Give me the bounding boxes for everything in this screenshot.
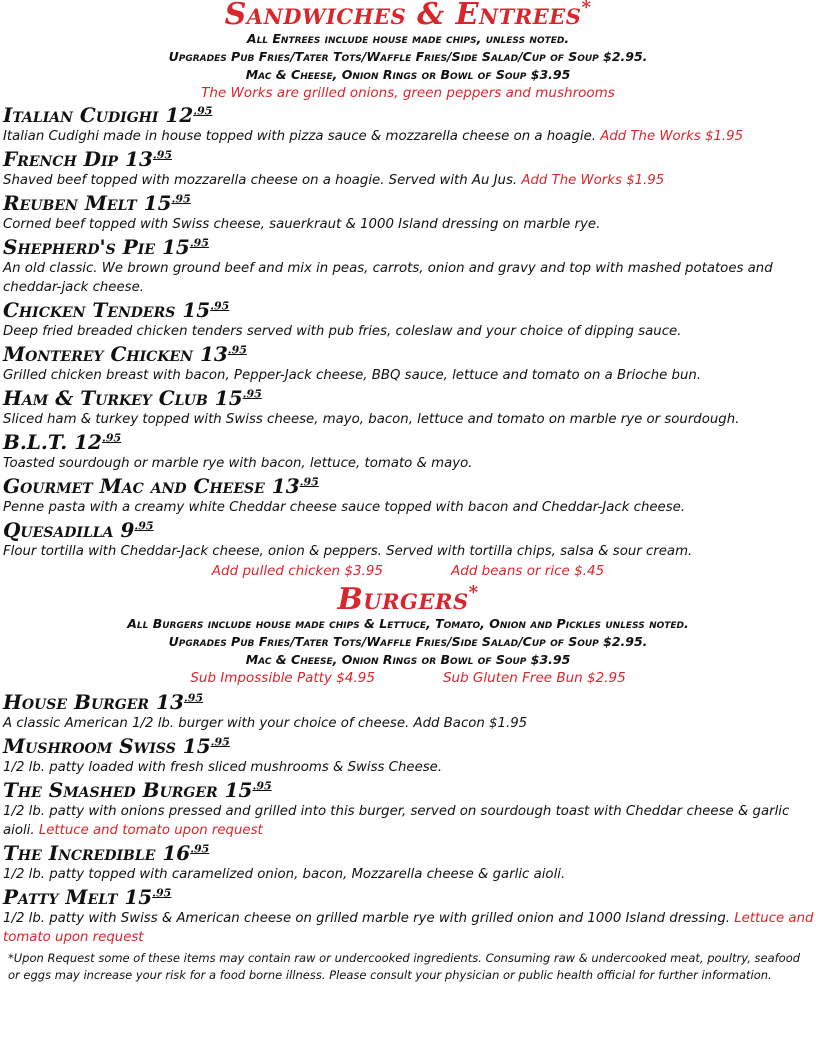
menu-item <box>0 298 816 341</box>
sub-impossible-patty: Sub Impossible Patty $4.95 <box>190 670 375 686</box>
item-name: Shepherd's Pie <box>3 235 155 259</box>
item-title <box>3 885 816 909</box>
item-title <box>3 103 816 127</box>
sandwiches-note-chips: All Entrees include house made chips, unless noted. <box>246 31 570 46</box>
item-name: Patty Melt <box>3 885 118 909</box>
sandwiches-title-text: Sandwiches & Entrees <box>224 0 582 32</box>
sandwiches-note-upgrades: Upgrades Pub Fries/Tater Tots/Waffle Fries/Side Salad/Cup of Soup $2.95. <box>168 49 648 64</box>
item-name: Mushroom Swiss <box>3 734 176 758</box>
item-description <box>3 259 816 297</box>
item-desc-text: Corned beef topped with Swiss cheese, sauerkraut & 1000 Island dressing on marble rye. <box>3 217 601 232</box>
item-name: Monterey Chicken <box>3 342 193 366</box>
item-price: 16 <box>162 841 191 865</box>
works-note: The Works are grilled onions, green peppers and mushrooms <box>201 85 615 101</box>
burgers-note-mac: Mac & Cheese, Onion Rings or Bowl of Soup $3.95 <box>245 652 571 667</box>
item-description <box>3 127 816 146</box>
item-title <box>3 734 816 758</box>
menu-item <box>0 342 816 385</box>
item-price: 15 <box>214 386 243 410</box>
sandwiches-note-mac: Mac & Cheese, Onion Rings or Bowl of Soup $3.95 <box>245 67 571 82</box>
item-description <box>3 366 816 385</box>
item-price: 15 <box>161 235 190 259</box>
item-price: 13 <box>156 690 184 714</box>
item-description <box>3 865 816 884</box>
menu-item <box>0 734 816 777</box>
sub-gluten-free-bun: Sub Gluten Free Bun $2.95 <box>442 670 626 686</box>
item-title <box>3 191 816 215</box>
item-desc-text: Flour tortilla with Cheddar-Jack cheese, onion & peppers. Served with tortilla chips, salsa & sour cream. <box>3 544 693 559</box>
item-price-cents: .95 <box>210 299 230 313</box>
burger-subs <box>0 669 816 688</box>
item-desc-text: 1/2 lb. patty loaded with fresh sliced mushrooms & Swiss Cheese. <box>3 760 443 775</box>
quesadilla-addons <box>0 562 816 581</box>
item-name: Quesadilla <box>3 518 114 542</box>
item-price: 13 <box>271 474 300 498</box>
addon-pulled-chicken: Add pulled chicken $3.95 <box>211 563 384 579</box>
item-price-cents: .95 <box>252 779 272 793</box>
menu-item <box>0 474 816 517</box>
item-price-cents: .95 <box>210 735 230 749</box>
item-description <box>3 802 816 840</box>
item-desc-text: Penne pasta with a creamy white Cheddar cheese sauce topped with bacon and Cheddar-Jack cheese. <box>3 500 686 515</box>
item-desc-text: Grilled chicken breast with bacon, Pepper-Jack cheese, BBQ sauce, lettuce and tomato on a Brioche bun. <box>3 368 702 383</box>
item-name: Gourmet Mac and Cheese <box>3 474 265 498</box>
burgers-title <box>0 582 816 617</box>
item-price-cents: .95 <box>227 343 247 357</box>
item-title <box>3 342 816 366</box>
burgers-note-upgrades: Upgrades Pub Fries/Tater Tots/Waffle Fries/Side Salad/Cup of Soup $2.95. <box>168 634 648 649</box>
item-price: 13 <box>125 147 153 171</box>
item-desc-text: An old classic. We brown ground beef and mix in peas, carrots, onion and gravy and top with mashed potatoes and cheddar-jack cheese. <box>3 261 773 295</box>
item-price: 12 <box>165 103 194 127</box>
burgers-title-text: Burgers <box>337 582 469 617</box>
item-price-cents: .95 <box>134 519 154 533</box>
menu-item <box>0 191 816 234</box>
item-price: 15 <box>143 191 172 215</box>
item-description <box>3 171 816 190</box>
item-price: 15 <box>182 734 211 758</box>
item-description <box>3 498 816 517</box>
item-title <box>3 474 816 498</box>
sandwich-list <box>0 103 816 561</box>
item-title <box>3 778 816 802</box>
item-price-cents: .95 <box>189 236 209 250</box>
item-extra: Add The Works $1.95 <box>596 129 744 144</box>
item-price-cents: .95 <box>152 886 172 900</box>
menu-item <box>0 778 816 840</box>
item-desc-text: Italian Cudighi made in house topped with pizza sauce & mozzarella cheese on a hoagie. <box>3 129 596 144</box>
burgers-note-chips: All Burgers include house made chips & Lettuce, Tomato, Onion and Pickles unless noted. <box>127 616 689 631</box>
item-price-cents: .95 <box>171 192 191 206</box>
item-desc-text: 1/2 lb. patty with onions pressed and grilled into this burger, served on sourdough toast with Cheddar cheese & garlic aioli. <box>3 804 790 838</box>
item-desc-text: Toasted sourdough or marble rye with bacon, lettuce, tomato & mayo. <box>3 456 473 471</box>
item-price: 13 <box>199 342 228 366</box>
item-name: Italian Cudighi <box>3 103 159 127</box>
item-price: 12 <box>74 430 102 454</box>
menu-item <box>0 430 816 473</box>
item-description <box>3 714 816 733</box>
burgers-title-star: * <box>468 582 479 603</box>
menu-item <box>0 885 816 947</box>
item-description <box>3 454 816 473</box>
item-price: 15 <box>224 778 253 802</box>
menu-item <box>0 386 816 429</box>
item-description <box>3 909 816 947</box>
sandwiches-title-star: * <box>581 0 592 18</box>
item-extra: Add The Works $1.95 <box>517 173 665 188</box>
item-title <box>3 841 816 865</box>
menu-item <box>0 841 816 884</box>
item-extra: Lettuce and tomato upon request <box>3 911 814 945</box>
item-desc-text: Shaved beef topped with mozzarella cheese on a hoagie. Served with Au Jus. <box>3 173 518 188</box>
item-name: House Burger <box>3 690 150 714</box>
item-title <box>3 298 816 322</box>
item-name: Reuben Melt <box>3 191 137 215</box>
item-description <box>3 410 816 429</box>
sandwiches-title <box>0 0 816 30</box>
item-desc-text: Sliced ham & turkey topped with Swiss cheese, mayo, bacon, lettuce and tomato on marble rye or sourdough. <box>3 412 740 427</box>
item-price-cents: .95 <box>190 842 210 856</box>
item-extra: Lettuce and tomato upon request <box>34 823 263 838</box>
addon-beans-rice: Add beans or rice $.45 <box>451 563 605 579</box>
item-title <box>3 147 816 171</box>
item-title <box>3 518 816 542</box>
item-price: 9 <box>120 518 135 542</box>
item-desc-text: 1/2 lb. patty topped with caramelized onion, bacon, Mozzarella cheese & garlic aioli. <box>3 867 566 882</box>
menu-item <box>0 518 816 561</box>
menu-item <box>0 103 816 146</box>
menu-item <box>0 235 816 297</box>
item-price-cents: .95 <box>193 104 213 118</box>
item-description <box>3 758 816 777</box>
item-title <box>3 386 816 410</box>
menu-item <box>0 147 816 190</box>
item-description <box>3 322 816 341</box>
item-description <box>3 542 816 561</box>
item-desc-text: A classic American 1/2 lb. burger with your choice of cheese. Add Bacon $1.95 <box>3 716 528 731</box>
item-price: 15 <box>182 298 211 322</box>
item-description <box>3 215 816 234</box>
item-desc-text: 1/2 lb. patty with Swiss & American cheese on grilled marble rye with grilled onion and 1000 Island dressing. <box>3 911 731 926</box>
item-price-cents: .95 <box>183 691 204 705</box>
item-name: French Dip <box>3 147 119 171</box>
item-name: The Incredible <box>3 841 156 865</box>
burger-list <box>0 690 816 947</box>
item-price-cents: .95 <box>299 475 319 489</box>
raw-food-disclaimer: *Upon Request some of these items may contain raw or undercooked ingredients. Consuming raw & undercooked meat, poultry, seafood or eggs may increase your risk for a food borne illness. Please consult your physician or public health official for further information. <box>8 951 801 982</box>
item-title <box>3 690 816 714</box>
item-title <box>3 430 816 454</box>
item-title <box>3 235 816 259</box>
item-name: The Smashed Burger <box>3 778 218 802</box>
item-name: B.L.T. <box>3 430 68 454</box>
item-name: Chicken Tenders <box>3 298 176 322</box>
item-desc-text: Deep fried breaded chicken tenders served with pub fries, coleslaw and your choice of dipping sauce. <box>3 324 682 339</box>
item-name: Ham & Turkey Club <box>3 386 208 410</box>
item-price-cents: .95 <box>152 148 173 162</box>
item-price-cents: .95 <box>101 431 122 445</box>
item-price: 15 <box>124 885 153 909</box>
item-price-cents: .95 <box>242 387 262 401</box>
menu-item <box>0 690 816 733</box>
